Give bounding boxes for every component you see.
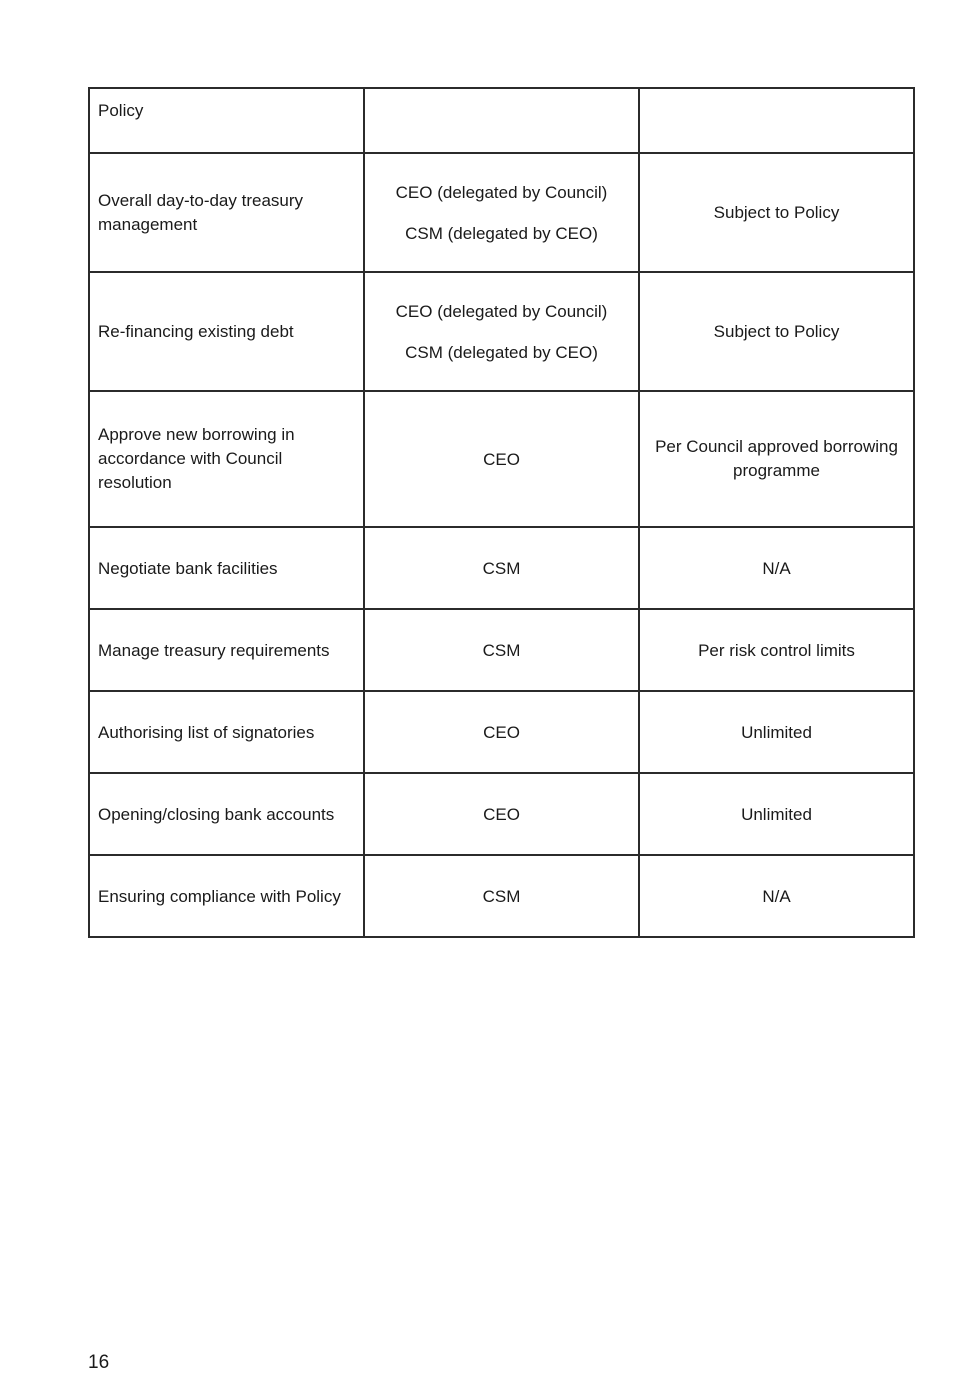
table-row — [89, 391, 914, 527]
limit-text: Per risk control limits — [698, 640, 855, 660]
limit-text: Unlimited — [741, 804, 812, 824]
limit-cell — [639, 153, 914, 272]
activity-cell — [89, 773, 364, 855]
activity-text: Re-financing existing debt — [98, 322, 294, 341]
limit-cell — [639, 272, 914, 391]
delegate-text: CEO (delegated by Council) — [395, 301, 608, 321]
delegate-text: CSM — [482, 640, 521, 660]
activity-text: Opening/closing bank accounts — [98, 804, 335, 824]
limit-text: N/A — [762, 558, 791, 578]
delegate-text: CEO — [483, 804, 520, 824]
activity-cell — [89, 691, 364, 773]
delegation-table — [88, 87, 915, 938]
activity-cell — [89, 609, 364, 691]
delegate-cell — [364, 855, 639, 937]
activity-cell — [89, 527, 364, 609]
limit-cell — [639, 691, 914, 773]
table-row — [89, 153, 914, 272]
activity-text: Negotiate bank facilities — [98, 558, 278, 578]
activity-text: Authorising list of signatories — [98, 722, 315, 742]
delegate-cell — [364, 272, 639, 391]
table-row — [89, 609, 914, 691]
activity-text: Policy — [98, 101, 144, 120]
activity-cell — [89, 153, 364, 272]
limit-text: Subject to Policy — [713, 322, 840, 341]
page-number: 16 — [88, 1352, 110, 1373]
delegate-text: CSM — [482, 558, 521, 578]
delegate-cell — [364, 691, 639, 773]
table-row — [89, 773, 914, 855]
delegate-cell — [364, 153, 639, 272]
table-row — [89, 691, 914, 773]
activity-text: Manage treasury requirements — [98, 640, 330, 660]
activity-cell — [89, 272, 364, 391]
table-row — [89, 88, 914, 153]
delegate-cell — [364, 609, 639, 691]
activity-cell — [89, 855, 364, 937]
activity-text: Overall day-to-day treasury management — [98, 190, 304, 234]
delegate-cell — [364, 773, 639, 855]
limit-cell — [639, 527, 914, 609]
limit-text: Subject to Policy — [713, 203, 840, 222]
limit-cell — [639, 391, 914, 527]
delegate-text: CEO (delegated by Council) — [395, 182, 608, 202]
delegate-text: CSM (delegated by CEO) — [405, 342, 598, 362]
activity-text: Ensuring compliance with Policy — [98, 886, 341, 906]
delegate-cell — [364, 88, 639, 153]
limit-text: N/A — [762, 886, 791, 906]
table-row — [89, 527, 914, 609]
limit-cell — [639, 609, 914, 691]
delegate-text: CSM (delegated by CEO) — [405, 223, 598, 243]
delegate-cell — [364, 527, 639, 609]
limit-text: Per Council approved borrowing programme — [655, 437, 898, 480]
activity-text: Approve new borrowing in accordance with Council resolution — [98, 425, 295, 492]
limit-cell — [639, 855, 914, 937]
activity-cell — [89, 88, 364, 153]
activity-cell — [89, 391, 364, 527]
delegate-text: CEO — [483, 449, 520, 469]
delegate-text: CSM — [482, 886, 521, 906]
delegate-cell — [364, 391, 639, 527]
delegate-text: CEO — [483, 722, 520, 742]
table-row — [89, 855, 914, 937]
limit-cell — [639, 88, 914, 153]
table-row — [89, 272, 914, 391]
limit-cell — [639, 773, 914, 855]
limit-text: Unlimited — [741, 722, 812, 742]
